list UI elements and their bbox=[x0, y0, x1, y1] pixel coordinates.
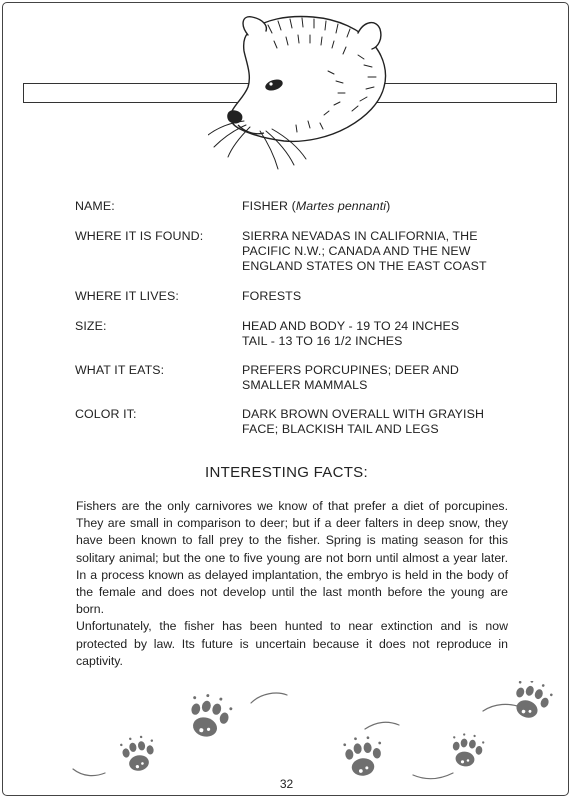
info-label: WHERE IT LIVES: bbox=[75, 289, 179, 303]
info-value-line: SMALLER MAMMALS bbox=[242, 378, 368, 392]
paw-prints-icon bbox=[65, 681, 557, 785]
info-label: SIZE: bbox=[75, 319, 107, 333]
info-value bbox=[242, 319, 532, 349]
info-value-line: PREFERS PORCUPINES; DEER AND bbox=[242, 363, 459, 377]
info-label: NAME: bbox=[75, 199, 115, 213]
info-label: WHAT IT EATS: bbox=[75, 363, 165, 377]
fisher-head-illustration bbox=[208, 11, 393, 176]
info-value-line: DARK BROWN OVERALL WITH GRAYISH bbox=[242, 407, 484, 421]
info-label: WHERE IT IS FOUND: bbox=[75, 229, 204, 243]
info-value bbox=[242, 363, 532, 393]
info-value bbox=[242, 407, 532, 437]
info-label: COLOR IT: bbox=[75, 407, 137, 421]
info-value bbox=[242, 289, 532, 304]
info-value-line: PACIFIC N.W.; CANADA AND THE NEW bbox=[242, 244, 471, 258]
facts-title: INTERESTING FACTS: bbox=[205, 464, 368, 481]
worksheet-page bbox=[2, 2, 569, 796]
info-value bbox=[242, 229, 532, 274]
facts-paragraph: Fishers are the only carnivores we know of that prefer a diet of porcupines. They are small in comparison to deer; but if a deer falters in deep snow, they have been known to fall prey to the fisher. Spring is mating season for this solitary animal; but the one to five young are not born until almost a year later. In a process known as delayed implantation, the embryo is held in the body of the female and does not develop until the last month before the young are born. bbox=[76, 499, 508, 617]
info-value-line: FORESTS bbox=[242, 289, 302, 303]
scientific-name: Martes pennanti bbox=[295, 199, 387, 213]
info-value-text: ) bbox=[386, 199, 391, 213]
facts-paragraph: Unfortunately, the fisher has been hunted to near extinction and is now protected by law. Its future is uncertain because it does not reproduce in captivity. bbox=[76, 619, 508, 668]
info-value-line: TAIL - 13 TO 16 1/2 INCHES bbox=[242, 334, 403, 348]
info-value-line: SIERRA NEVADAS IN CALIFORNIA, THE bbox=[242, 229, 478, 243]
page-number: 32 bbox=[279, 777, 294, 791]
facts-body bbox=[76, 498, 508, 670]
info-value-line: ENGLAND STATES ON THE EAST COAST bbox=[242, 259, 487, 273]
info-value-line: HEAD AND BODY - 19 TO 24 INCHES bbox=[242, 319, 460, 333]
info-value-text: FISHER ( bbox=[242, 199, 296, 213]
info-value-line: FACE; BLACKISH TAIL AND LEGS bbox=[242, 422, 439, 436]
info-value bbox=[242, 199, 532, 214]
